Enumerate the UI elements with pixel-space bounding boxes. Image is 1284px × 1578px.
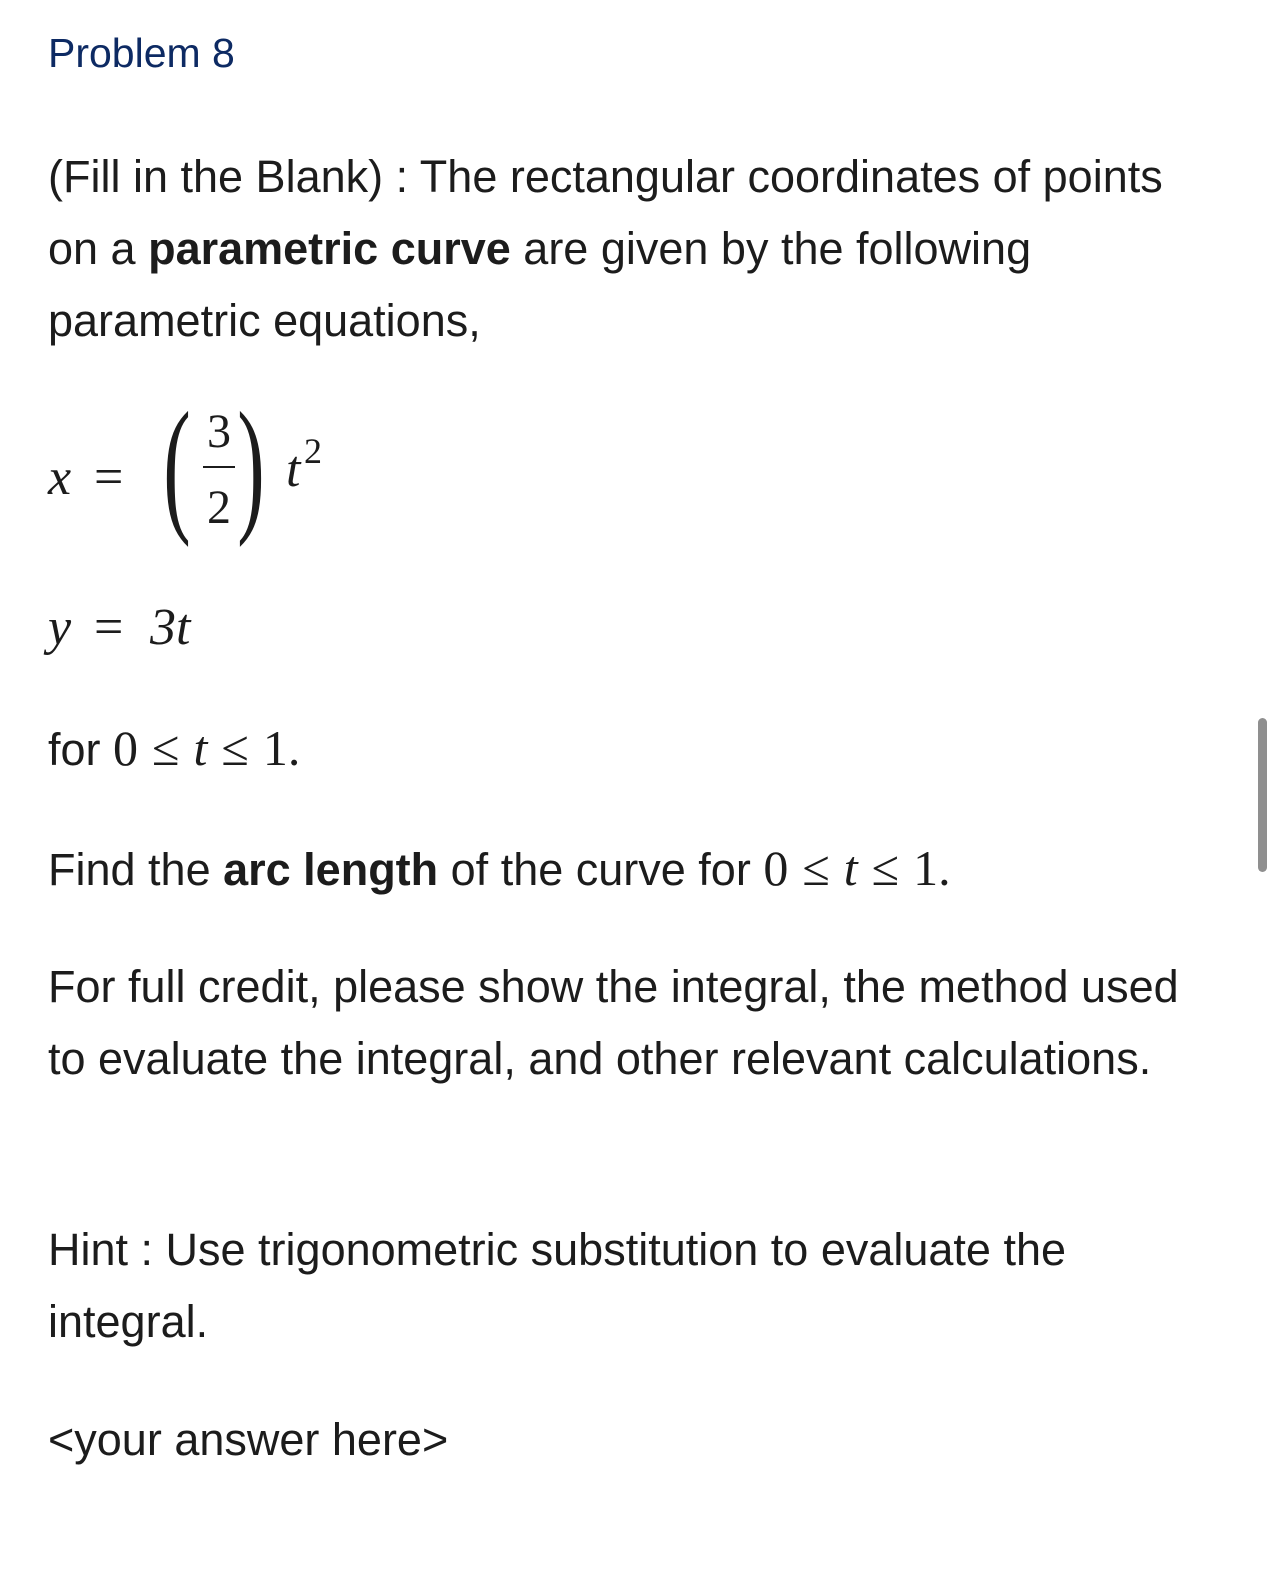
- credit-paragraph: For full credit, please show the integral, the method used to evaluate the integral, and other relevant calculations.: [48, 961, 1179, 1084]
- eq-x-left-paren: (: [163, 382, 191, 548]
- domain-variable: t: [193, 720, 208, 776]
- task-line: [48, 832, 1198, 906]
- problem-title: Problem 8: [48, 30, 235, 76]
- task-leq-1: ≤: [802, 840, 830, 896]
- domain-upper: 1: [262, 720, 288, 776]
- scrollbar-thumb[interactable]: [1258, 718, 1267, 872]
- eq-x-right-paren: ): [237, 382, 265, 548]
- task-prefix: Find the: [48, 844, 224, 895]
- task-leq-2: ≤: [871, 840, 900, 896]
- answer-field[interactable]: <your answer here>: [48, 1414, 449, 1465]
- eq-x-exponent: 2: [304, 431, 322, 471]
- intro-bold-term: parametric curve: [148, 223, 511, 274]
- domain-line: [48, 712, 1198, 786]
- domain-leq-1: ≤: [152, 720, 180, 776]
- eq-x-numerator: 3: [207, 405, 231, 458]
- intro-prefix: (Fill in the Blank) : The rectangular coordinates of points on a: [48, 151, 1163, 274]
- eq-x-equals: =: [94, 449, 124, 506]
- hint-paragraph: Hint : Use trigonometric substitution to evaluate the integral.: [48, 1224, 1067, 1347]
- domain-lower: 0: [113, 720, 139, 776]
- intro-suffix: are given by the following parametric equations,: [48, 223, 1032, 346]
- eq-y-expression: 3t: [150, 599, 191, 656]
- domain-prefix: for: [48, 724, 114, 775]
- task-bold-term: arc length: [223, 844, 439, 895]
- domain-period: .: [287, 720, 301, 776]
- eq-x-parameter: t: [286, 441, 301, 498]
- eq-x-variable: x: [48, 449, 72, 506]
- task-suffix: of the curve for: [438, 844, 764, 895]
- eq-x-fraction-bar: [203, 466, 235, 468]
- eq-y-variable: y: [48, 599, 72, 656]
- task-upper: 1: [913, 840, 939, 896]
- eq-y-equals: =: [94, 599, 124, 656]
- task-variable: t: [843, 840, 858, 896]
- task-period: .: [938, 840, 951, 896]
- eq-x-denominator: 2: [207, 481, 231, 534]
- domain-leq-2: ≤: [221, 720, 249, 776]
- task-lower: 0: [763, 840, 789, 896]
- intro-paragraph: [48, 141, 1198, 357]
